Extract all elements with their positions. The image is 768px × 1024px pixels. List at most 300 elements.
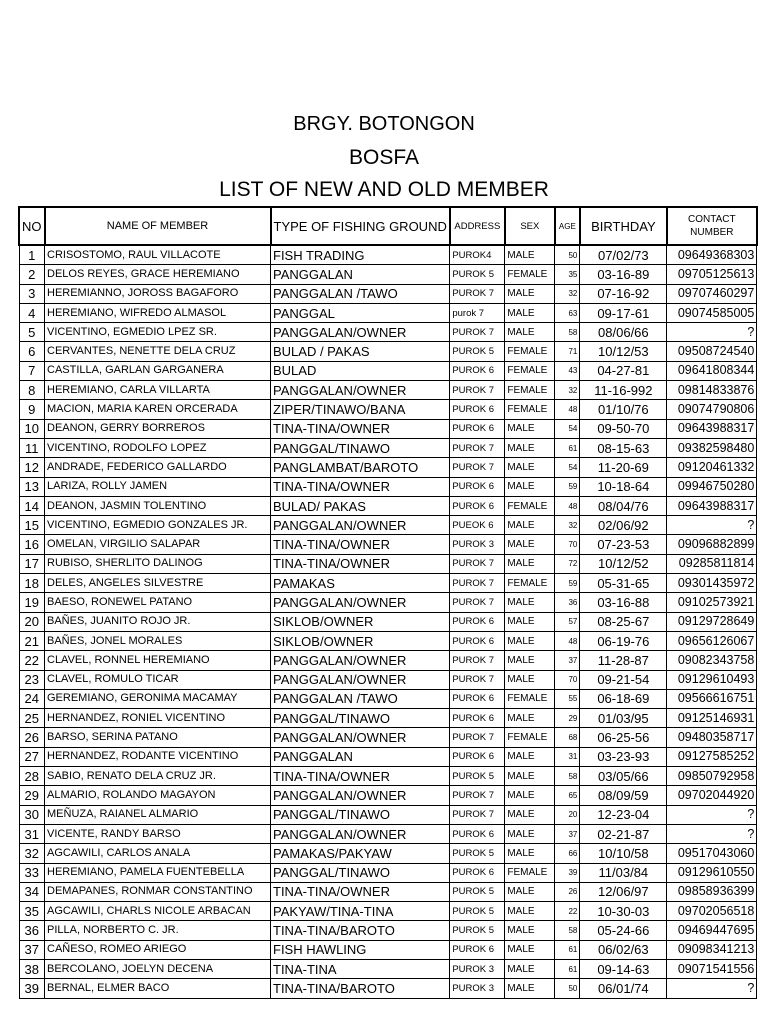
cell-birthday: 08/09/59: [580, 786, 667, 805]
cell-address: PUROK 6: [450, 940, 505, 959]
cell-address: PUROK 7: [450, 651, 505, 670]
cell-age: 50: [555, 245, 580, 265]
col-header-name: NAME OF MEMBER: [45, 207, 271, 245]
cell-sex: MALE: [505, 245, 555, 265]
cell-birthday: 06-18-69: [580, 689, 667, 708]
cell-birthday: 08-15-63: [580, 438, 667, 457]
cell-fishing-ground: PANGGAL/TINAWO: [271, 709, 450, 728]
table-row: [19, 419, 757, 438]
table-row: [19, 824, 757, 843]
cell-sex: MALE: [505, 458, 555, 477]
cell-sex: MALE: [505, 670, 555, 689]
cell-contact: 09517043060: [667, 844, 757, 863]
cell-sex: MALE: [505, 554, 555, 573]
cell-no: 13: [19, 477, 45, 496]
cell-fishing-ground: PANGGALAN /TAWO: [271, 689, 450, 708]
cell-name: BAÑES, JONEL MORALES: [45, 631, 271, 650]
cell-name: BAÑES, JUANITO ROJO JR.: [45, 612, 271, 631]
cell-birthday: 08/04/76: [580, 496, 667, 515]
cell-birthday: 03-23-93: [580, 747, 667, 766]
table-row: [19, 458, 757, 477]
cell-fishing-ground: PANGGAL: [271, 303, 450, 322]
table-row: [19, 689, 757, 708]
cell-name: DEANON, GERRY BORREROS: [45, 419, 271, 438]
cell-name: DELES, ANGELES SILVESTRE: [45, 574, 271, 593]
cell-contact: 09129728649: [667, 612, 757, 631]
cell-birthday: 09-14-63: [580, 959, 667, 978]
cell-address: PUROK 7: [450, 284, 505, 303]
cell-no: 5: [19, 323, 45, 342]
member-table: [18, 206, 758, 999]
table-row: [19, 651, 757, 670]
cell-name: CRISOSTOMO, RAUL VILLACOTE: [45, 245, 271, 265]
table-row: [19, 709, 757, 728]
cell-address: PUROK 5: [450, 265, 505, 284]
cell-no: 8: [19, 381, 45, 400]
table-row: [19, 670, 757, 689]
cell-sex: FEMALE: [505, 574, 555, 593]
table-row: [19, 844, 757, 863]
cell-age: 37: [555, 651, 580, 670]
cell-age: 54: [555, 419, 580, 438]
cell-no: 37: [19, 940, 45, 959]
cell-address: PUROK 7: [450, 805, 505, 824]
cell-age: 61: [555, 438, 580, 457]
cell-address: PUROK 6: [450, 612, 505, 631]
cell-contact: 09814833876: [667, 381, 757, 400]
cell-age: 72: [555, 554, 580, 573]
cell-no: 30: [19, 805, 45, 824]
table-row: [19, 574, 757, 593]
table-row: [19, 323, 757, 342]
cell-no: 25: [19, 709, 45, 728]
cell-sex: FEMALE: [505, 496, 555, 515]
cell-age: 59: [555, 574, 580, 593]
cell-birthday: 12/06/97: [580, 882, 667, 901]
cell-no: 15: [19, 516, 45, 535]
cell-contact: ?: [667, 979, 757, 998]
cell-fishing-ground: TINA-TINA/BAROTO: [271, 921, 450, 940]
table-header-row: [19, 207, 757, 245]
cell-sex: MALE: [505, 824, 555, 843]
cell-contact: 09469447695: [667, 921, 757, 940]
cell-sex: MALE: [505, 303, 555, 322]
table-row: [19, 265, 757, 284]
col-header-type: TYPE OF FISHING GROUND: [271, 207, 450, 245]
cell-age: 22: [555, 902, 580, 921]
cell-contact: ?: [667, 323, 757, 342]
cell-no: 32: [19, 844, 45, 863]
cell-contact: 09508724540: [667, 342, 757, 361]
cell-contact: 09120461332: [667, 458, 757, 477]
cell-birthday: 08/06/66: [580, 323, 667, 342]
cell-sex: FEMALE: [505, 400, 555, 419]
cell-contact: 09850792958: [667, 767, 757, 786]
cell-name: DELOS REYES, GRACE HEREMIANO: [45, 265, 271, 284]
cell-birthday: 10/10/58: [580, 844, 667, 863]
cell-sex: MALE: [505, 593, 555, 612]
cell-name: HEREMIANO, WIFREDO ALMASOL: [45, 303, 271, 322]
cell-birthday: 02-21-87: [580, 824, 667, 843]
cell-name: HERNANDEZ, RONIEL VICENTINO: [45, 709, 271, 728]
cell-no: 36: [19, 921, 45, 940]
cell-fishing-ground: PANGGAL/TINAWO: [271, 863, 450, 882]
cell-contact: 09480358717: [667, 728, 757, 747]
cell-contact: 09074790806: [667, 400, 757, 419]
cell-address: PUROK 7: [450, 786, 505, 805]
cell-contact: 09129610550: [667, 863, 757, 882]
cell-contact: 09702056518: [667, 902, 757, 921]
cell-age: 59: [555, 477, 580, 496]
table-row: [19, 959, 757, 978]
cell-birthday: 10-30-03: [580, 902, 667, 921]
cell-contact: 09707460297: [667, 284, 757, 303]
cell-contact: ?: [667, 516, 757, 535]
col-header-birthday: BIRTHDAY: [580, 207, 667, 245]
cell-age: 48: [555, 631, 580, 650]
cell-contact: 09074585005: [667, 303, 757, 322]
cell-age: 32: [555, 516, 580, 535]
cell-birthday: 07-16-92: [580, 284, 667, 303]
cell-contact: 09382598480: [667, 438, 757, 457]
cell-sex: MALE: [505, 631, 555, 650]
cell-fishing-ground: TINA-TINA/OWNER: [271, 419, 450, 438]
cell-fishing-ground: SIKLOB/OWNER: [271, 612, 450, 631]
cell-no: 39: [19, 979, 45, 998]
cell-name: HEREMIANNO, JOROSS BAGAFORO: [45, 284, 271, 303]
cell-age: 68: [555, 728, 580, 747]
cell-fishing-ground: TINA-TINA/OWNER: [271, 554, 450, 573]
cell-contact: 09641808344: [667, 361, 757, 380]
cell-birthday: 04-27-81: [580, 361, 667, 380]
cell-contact: 09566616751: [667, 689, 757, 708]
cell-no: 12: [19, 458, 45, 477]
table-row: [19, 979, 757, 998]
cell-fishing-ground: PANGGALAN /TAWO: [271, 284, 450, 303]
cell-name: GEREMIANO, GERONIMA MACAMAY: [45, 689, 271, 708]
table-row: [19, 593, 757, 612]
cell-sex: MALE: [505, 767, 555, 786]
cell-address: PUROK 7: [450, 593, 505, 612]
cell-fishing-ground: BULAD: [271, 361, 450, 380]
cell-sex: FEMALE: [505, 863, 555, 882]
cell-address: purok 7: [450, 303, 505, 322]
table-row: [19, 747, 757, 766]
cell-contact: 09285811814: [667, 554, 757, 573]
table-row: [19, 284, 757, 303]
cell-fishing-ground: TINA-TINA/OWNER: [271, 882, 450, 901]
cell-fishing-ground: TINA-TINA: [271, 959, 450, 978]
cell-birthday: 01/10/76: [580, 400, 667, 419]
cell-contact: 09098341213: [667, 940, 757, 959]
cell-name: DEANON, JASMIN TOLENTINO: [45, 496, 271, 515]
cell-sex: MALE: [505, 477, 555, 496]
cell-age: 63: [555, 303, 580, 322]
cell-no: 20: [19, 612, 45, 631]
cell-fishing-ground: PAKYAW/TINA-TINA: [271, 902, 450, 921]
cell-address: PUROK 5: [450, 767, 505, 786]
cell-fishing-ground: TINA-TINA/OWNER: [271, 535, 450, 554]
cell-name: VICENTE, RANDY BARSO: [45, 824, 271, 843]
col-header-contact: CONTACT NUMBER: [667, 207, 757, 245]
association-title: BOSFA: [348, 146, 420, 169]
table-row: [19, 400, 757, 419]
cell-sex: FEMALE: [505, 265, 555, 284]
cell-fishing-ground: PAMAKAS: [271, 574, 450, 593]
cell-birthday: 03-16-88: [580, 593, 667, 612]
table-row: [19, 342, 757, 361]
cell-sex: MALE: [505, 747, 555, 766]
cell-fishing-ground: PANGGALAN/OWNER: [271, 651, 450, 670]
cell-address: PUROK 7: [450, 438, 505, 457]
cell-birthday: 06/02/63: [580, 940, 667, 959]
cell-birthday: 10-18-64: [580, 477, 667, 496]
cell-birthday: 11-16-992: [580, 381, 667, 400]
cell-fishing-ground: BULAD/ PAKAS: [271, 496, 450, 515]
cell-no: 6: [19, 342, 45, 361]
cell-name: ALMARIO, ROLANDO MAGAYON: [45, 786, 271, 805]
cell-no: 9: [19, 400, 45, 419]
cell-fishing-ground: PANGGALAN/OWNER: [271, 323, 450, 342]
cell-name: OMELAN, VIRGILIO SALAPAR: [45, 535, 271, 554]
cell-name: LARIZA, ROLLY JAMEN: [45, 477, 271, 496]
cell-fishing-ground: PANGGALAN/OWNER: [271, 670, 450, 689]
cell-age: 43: [555, 361, 580, 380]
cell-name: DEMAPANES, RONMAR CONSTANTINO: [45, 882, 271, 901]
cell-age: 35: [555, 265, 580, 284]
table-row: [19, 496, 757, 515]
cell-fishing-ground: PANGGAL/TINAWO: [271, 438, 450, 457]
cell-contact: 09705125613: [667, 265, 757, 284]
cell-name: BERCOLANO, JOELYN DECENA: [45, 959, 271, 978]
cell-sex: FEMALE: [505, 728, 555, 747]
cell-contact: ?: [667, 824, 757, 843]
cell-sex: FEMALE: [505, 361, 555, 380]
table-row: [19, 805, 757, 824]
cell-no: 14: [19, 496, 45, 515]
cell-address: PUROK 6: [450, 400, 505, 419]
cell-name: AGCAWILI, CARLOS ANALA: [45, 844, 271, 863]
table-row: [19, 902, 757, 921]
cell-birthday: 01/03/95: [580, 709, 667, 728]
cell-fishing-ground: PAMAKAS/PAKYAW: [271, 844, 450, 863]
cell-contact: 09643988317: [667, 496, 757, 515]
cell-sex: MALE: [505, 535, 555, 554]
cell-birthday: 06-25-56: [580, 728, 667, 747]
table-row: [19, 554, 757, 573]
cell-sex: MALE: [505, 284, 555, 303]
cell-address: PUROK 6: [450, 863, 505, 882]
cell-fishing-ground: BULAD / PAKAS: [271, 342, 450, 361]
cell-no: 19: [19, 593, 45, 612]
cell-contact: 09082343758: [667, 651, 757, 670]
table-row: [19, 767, 757, 786]
cell-fishing-ground: FISH TRADING: [271, 245, 450, 265]
cell-sex: MALE: [505, 438, 555, 457]
cell-no: 4: [19, 303, 45, 322]
cell-age: 61: [555, 940, 580, 959]
cell-birthday: 05-31-65: [580, 574, 667, 593]
cell-birthday: 10/12/53: [580, 342, 667, 361]
table-row: [19, 361, 757, 380]
cell-birthday: 05-24-66: [580, 921, 667, 940]
cell-sex: MALE: [505, 786, 555, 805]
cell-fishing-ground: PANGLAMBAT/BAROTO: [271, 458, 450, 477]
cell-address: PUROK 5: [450, 882, 505, 901]
cell-name: BARSO, SERINA PATANO: [45, 728, 271, 747]
cell-age: 32: [555, 381, 580, 400]
cell-sex: MALE: [505, 921, 555, 940]
cell-contact: 09301435972: [667, 574, 757, 593]
cell-address: PUROK 7: [450, 323, 505, 342]
cell-no: 29: [19, 786, 45, 805]
cell-birthday: 09-21-54: [580, 670, 667, 689]
cell-contact: 09096882899: [667, 535, 757, 554]
cell-address: PUROK4: [450, 245, 505, 265]
cell-no: 18: [19, 574, 45, 593]
table-row: [19, 535, 757, 554]
cell-no: 10: [19, 419, 45, 438]
cell-name: PILLA, NORBERTO C. JR.: [45, 921, 271, 940]
cell-name: AGCAWILI, CHARLS NICOLE ARBACAN: [45, 902, 271, 921]
cell-name: BAESO, RONEWEL PATANO: [45, 593, 271, 612]
cell-age: 54: [555, 458, 580, 477]
cell-name: HEREMIANO, CARLA VILLARTA: [45, 381, 271, 400]
cell-no: 34: [19, 882, 45, 901]
table-row: [19, 516, 757, 535]
cell-name: CLAVEL, RONNEL HEREMIANO: [45, 651, 271, 670]
cell-age: 55: [555, 689, 580, 708]
cell-fishing-ground: PANGGAL/TINAWO: [271, 805, 450, 824]
cell-age: 61: [555, 959, 580, 978]
cell-name: CERVANTES, NENETTE DELA CRUZ: [45, 342, 271, 361]
cell-no: 28: [19, 767, 45, 786]
cell-sex: MALE: [505, 419, 555, 438]
cell-address: PUROK 5: [450, 921, 505, 940]
table-row: [19, 303, 757, 322]
cell-no: 16: [19, 535, 45, 554]
cell-contact: ?: [667, 805, 757, 824]
cell-no: 22: [19, 651, 45, 670]
cell-birthday: 03-16-89: [580, 265, 667, 284]
cell-birthday: 11/03/84: [580, 863, 667, 882]
cell-age: 32: [555, 284, 580, 303]
cell-no: 23: [19, 670, 45, 689]
cell-age: 26: [555, 882, 580, 901]
cell-name: MEÑUZA, RAIANEL ALMARIO: [45, 805, 271, 824]
cell-address: PUROK 7: [450, 670, 505, 689]
cell-address: PUROK 7: [450, 458, 505, 477]
cell-contact: 09643988317: [667, 419, 757, 438]
cell-age: 36: [555, 593, 580, 612]
cell-address: PUROK 7: [450, 728, 505, 747]
cell-fishing-ground: SIKLOB/OWNER: [271, 631, 450, 650]
cell-address: PUROK 6: [450, 824, 505, 843]
cell-name: CASTILLA, GARLAN GARGANERA: [45, 361, 271, 380]
cell-no: 38: [19, 959, 45, 978]
cell-sex: MALE: [505, 709, 555, 728]
cell-name: VICENTINO, EGMEDIO GONZALES JR.: [45, 516, 271, 535]
cell-age: 31: [555, 747, 580, 766]
cell-address: PUROK 3: [450, 979, 505, 998]
cell-name: ANDRADE, FEDERICO GALLARDO: [45, 458, 271, 477]
cell-fishing-ground: PANGGALAN: [271, 265, 450, 284]
cell-sex: MALE: [505, 516, 555, 535]
cell-birthday: 11-28-87: [580, 651, 667, 670]
cell-fishing-ground: ZIPER/TINAWO/BANA: [271, 400, 450, 419]
cell-contact: 09858936399: [667, 882, 757, 901]
cell-no: 1: [19, 245, 45, 265]
cell-age: 65: [555, 786, 580, 805]
table-row: [19, 477, 757, 496]
cell-name: VICENTINO, EGMEDIO LPEZ SR.: [45, 323, 271, 342]
cell-contact: 09125146931: [667, 709, 757, 728]
cell-age: 70: [555, 670, 580, 689]
cell-address: PUROK 5: [450, 902, 505, 921]
cell-address: PUROK 6: [450, 419, 505, 438]
cell-address: PUROK 7: [450, 574, 505, 593]
cell-birthday: 07-23-53: [580, 535, 667, 554]
cell-fishing-ground: TINA-TINA/OWNER: [271, 477, 450, 496]
cell-fishing-ground: TINA-TINA/OWNER: [271, 767, 450, 786]
cell-sex: FEMALE: [505, 342, 555, 361]
table-row: [19, 786, 757, 805]
table-row: [19, 381, 757, 400]
cell-birthday: 03/05/66: [580, 767, 667, 786]
cell-birthday: 06-19-76: [580, 631, 667, 650]
col-header-age: AGE: [555, 207, 580, 245]
cell-address: PUROK 3: [450, 959, 505, 978]
cell-age: 48: [555, 496, 580, 515]
cell-birthday: 09-17-61: [580, 303, 667, 322]
cell-age: 58: [555, 921, 580, 940]
cell-address: PUROK 6: [450, 631, 505, 650]
cell-address: PUROK 5: [450, 342, 505, 361]
cell-no: 3: [19, 284, 45, 303]
cell-sex: MALE: [505, 844, 555, 863]
cell-fishing-ground: TINA-TINA/BAROTO: [271, 979, 450, 998]
cell-no: 17: [19, 554, 45, 573]
cell-age: 48: [555, 400, 580, 419]
cell-sex: MALE: [505, 612, 555, 631]
cell-name: MACION, MARIA KAREN ORCERADA: [45, 400, 271, 419]
cell-age: 20: [555, 805, 580, 824]
cell-no: 11: [19, 438, 45, 457]
cell-address: PUROK 5: [450, 844, 505, 863]
table-row: [19, 631, 757, 650]
cell-name: SABIO, RENATO DELA CRUZ JR.: [45, 767, 271, 786]
cell-birthday: 11-20-69: [580, 458, 667, 477]
cell-name: HEREMIANO, PAMELA FUENTEBELLA: [45, 863, 271, 882]
cell-no: 31: [19, 824, 45, 843]
table-row: [19, 728, 757, 747]
col-header-sex: SEX: [505, 207, 555, 245]
cell-contact: 09649368303: [667, 245, 757, 265]
cell-birthday: 07/02/73: [580, 245, 667, 265]
cell-name: CLAVEL, ROMULO TICAR: [45, 670, 271, 689]
cell-age: 66: [555, 844, 580, 863]
col-header-no: NO: [19, 207, 45, 245]
cell-address: PUROK 7: [450, 554, 505, 573]
table-row: [19, 612, 757, 631]
cell-no: 26: [19, 728, 45, 747]
cell-fishing-ground: PANGGALAN/OWNER: [271, 593, 450, 612]
cell-age: 57: [555, 612, 580, 631]
cell-address: PUROK 6: [450, 709, 505, 728]
cell-no: 7: [19, 361, 45, 380]
cell-contact: 09702044920: [667, 786, 757, 805]
cell-age: 37: [555, 824, 580, 843]
